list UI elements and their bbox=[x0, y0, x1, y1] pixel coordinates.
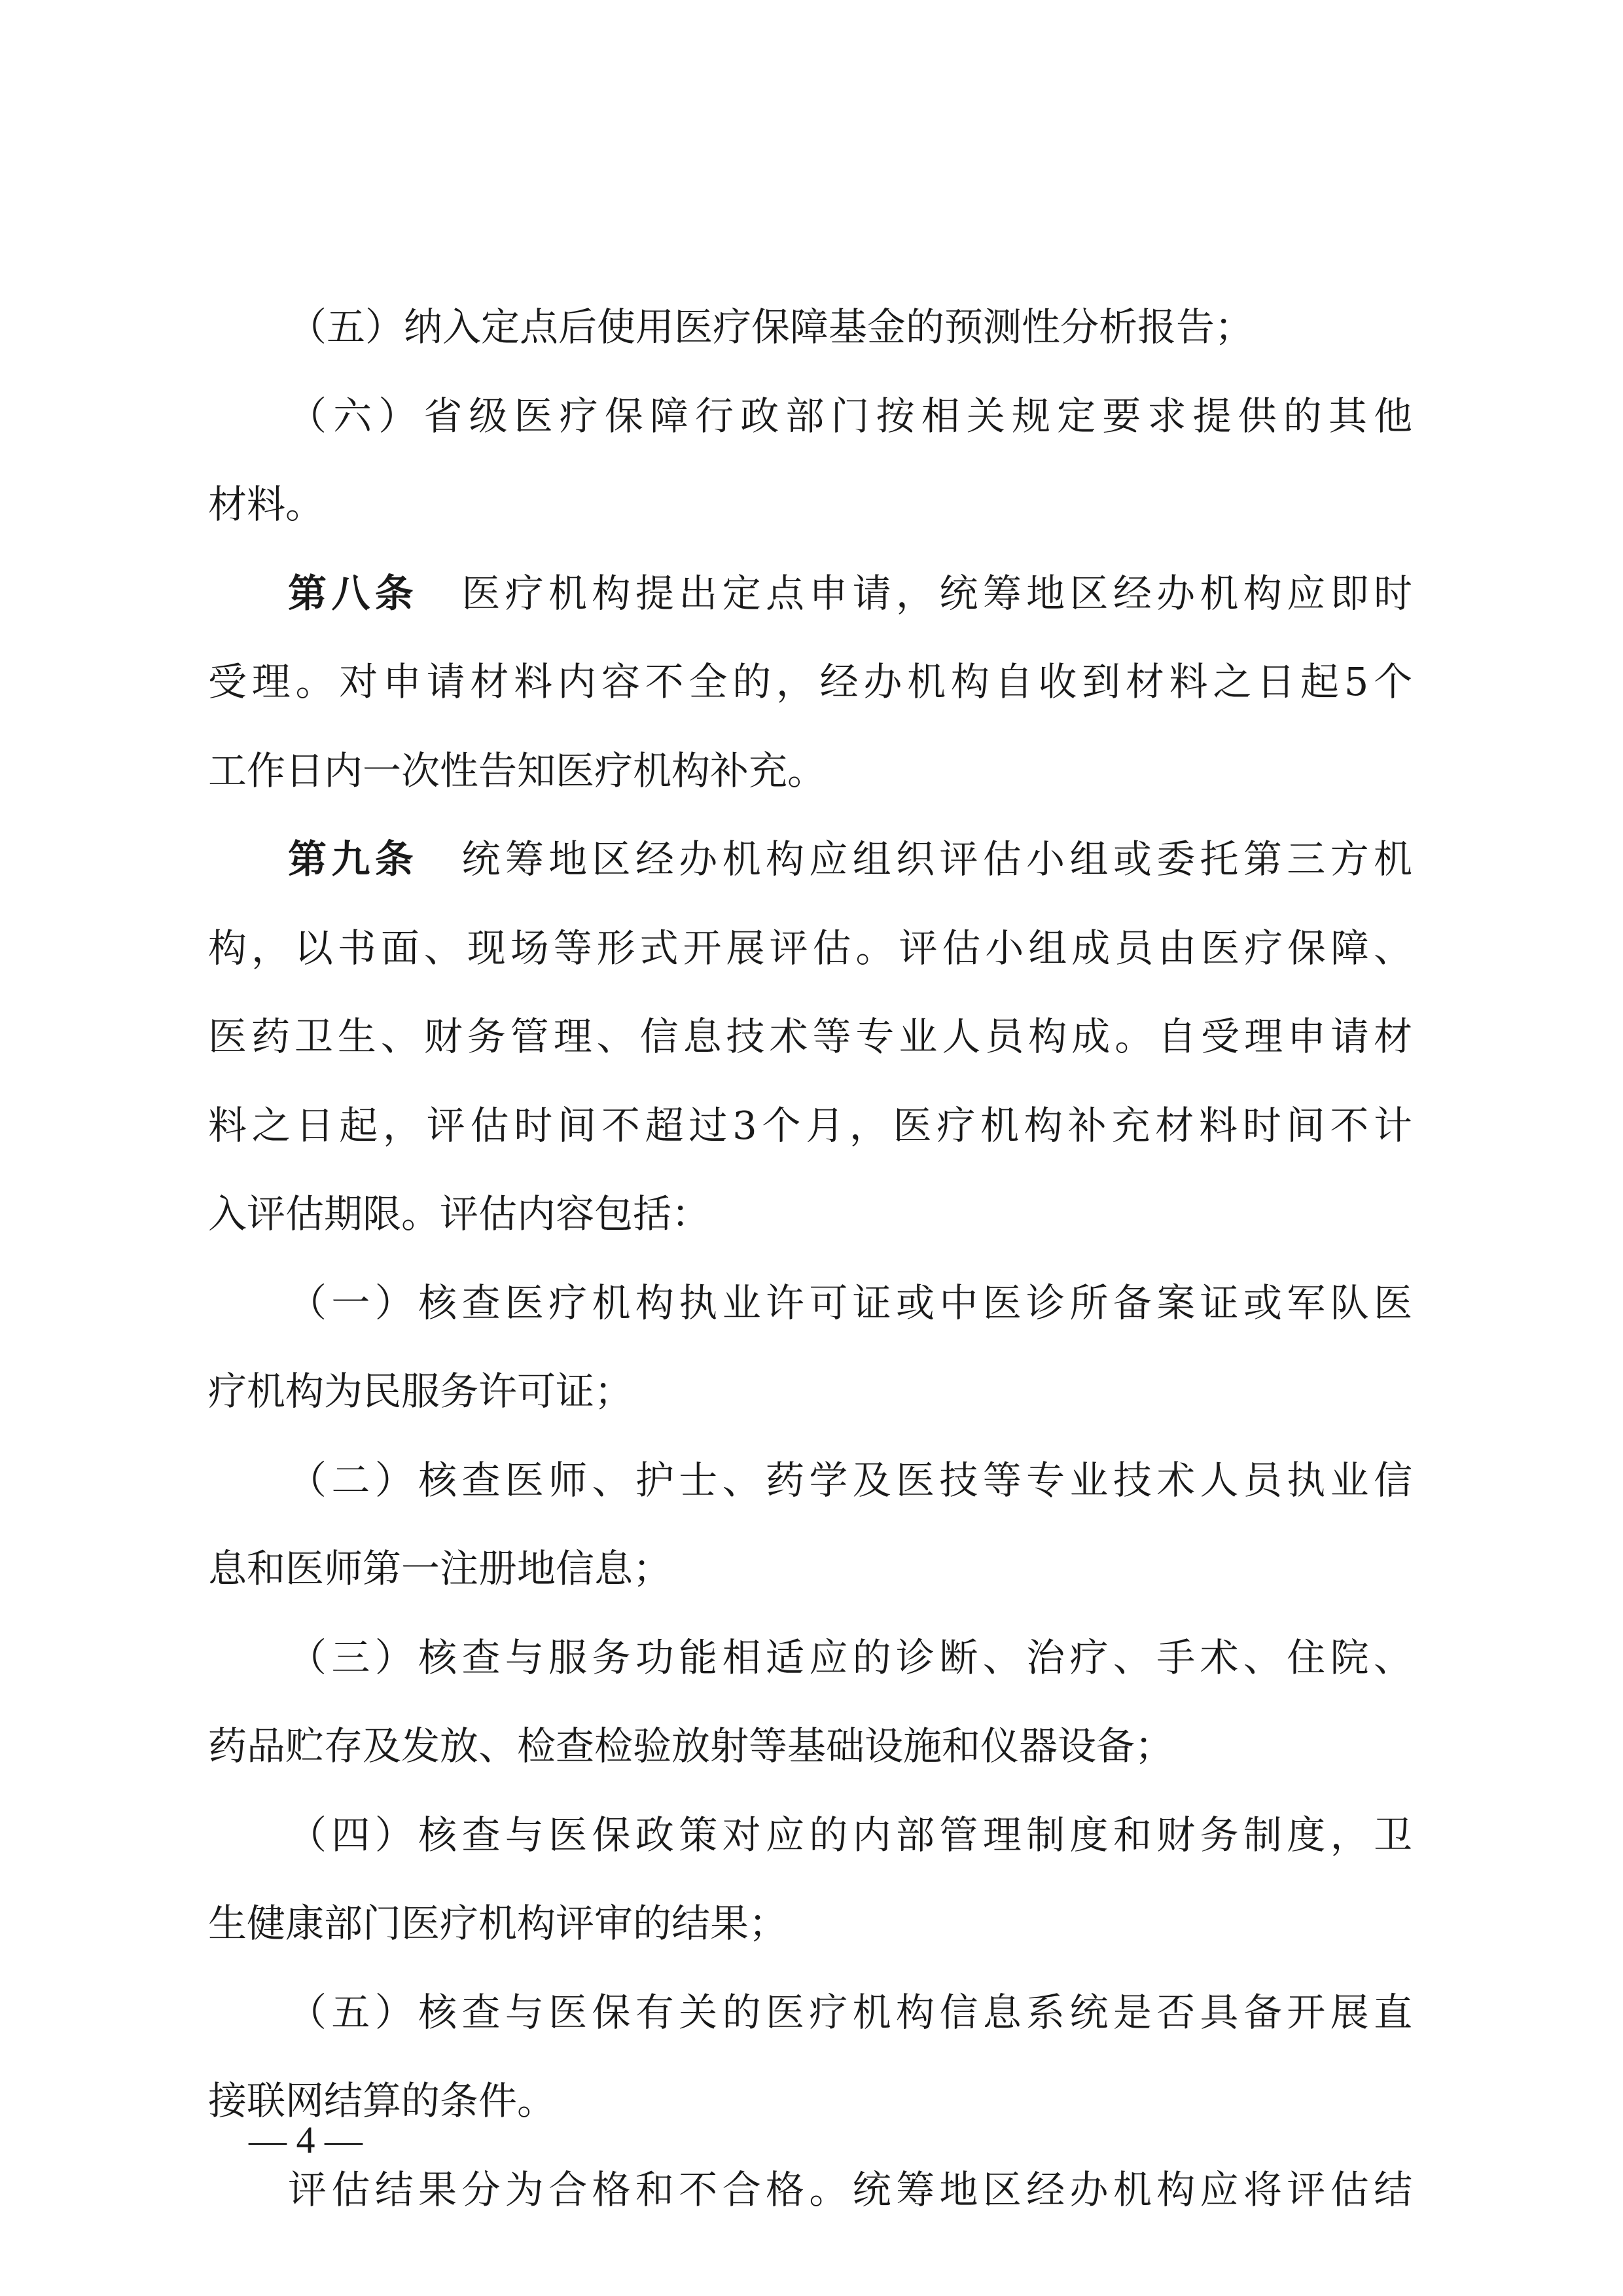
line-text: 评估结果分为合格和不合格。统筹地区经办机构应将评估结 bbox=[288, 2167, 1412, 2212]
text-line bbox=[208, 1888, 1412, 1960]
page-number: — 4 — bbox=[249, 2119, 363, 2161]
line-text: 药品贮存及发放、检查检验放射等基础设施和仪器设备； bbox=[208, 1723, 1174, 1768]
line-text: 医药卫生、财务管理、信息技术等专业人员构成。自受理申请材 bbox=[208, 1014, 1412, 1059]
text-line bbox=[208, 2065, 1412, 2137]
text-line bbox=[288, 291, 1412, 363]
line-text: 工作日内一次性告知医疗机构补充。 bbox=[208, 748, 827, 793]
line-text: （一）核查医疗机构执业许可证或中医诊所备案证或军队医 bbox=[288, 1280, 1412, 1325]
text-line bbox=[288, 1977, 1412, 2049]
article-heading: 第八条 bbox=[288, 571, 419, 616]
line-text: 息和医师第一注册地信息； bbox=[208, 1546, 672, 1591]
line-text: 统筹地区经办机构应组织评估小组或委托第三方机 bbox=[418, 836, 1412, 882]
text-line bbox=[208, 1533, 1412, 1605]
text-line bbox=[288, 1444, 1412, 1516]
line-text: （五）核查与医保有关的医疗机构信息系统是否具备开展直 bbox=[288, 1990, 1412, 2035]
line-text: 医疗机构提出定点申请，统筹地区经办机构应即时 bbox=[418, 571, 1412, 616]
text-line bbox=[208, 646, 1412, 718]
text-line bbox=[208, 912, 1412, 984]
text-line bbox=[208, 1001, 1412, 1073]
line-text: 受理。对申请材料内容不全的，经办机构自收到材料之日起5个 bbox=[208, 659, 1412, 704]
text-line bbox=[288, 1799, 1412, 1871]
text-line bbox=[208, 735, 1412, 807]
line-text: 材料。 bbox=[208, 482, 325, 527]
article-heading: 第九条 bbox=[288, 836, 419, 882]
text-line bbox=[208, 1178, 1412, 1250]
text-line bbox=[208, 1355, 1412, 1427]
line-text: 料之日起，评估时间不超过3个月，医疗机构补充材料时间不计 bbox=[208, 1103, 1412, 1148]
line-text: 接联网结算的条件。 bbox=[208, 2078, 556, 2123]
text-line bbox=[288, 1622, 1412, 1694]
line-text: 生健康部门医疗机构评审的结果； bbox=[208, 1901, 788, 1946]
text-line bbox=[288, 823, 1412, 895]
line-text: 构，以书面、现场等形式开展评估。评估小组成员由医疗保障、 bbox=[208, 925, 1412, 971]
text-line bbox=[288, 558, 1412, 630]
line-text: 入评估期限。评估内容包括： bbox=[208, 1191, 711, 1236]
line-text: 疗机构为民服务许可证； bbox=[208, 1369, 633, 1414]
line-text: （二）核查医师、护士、药学及医技等专业技术人员执业信 bbox=[288, 1458, 1412, 1503]
text-line bbox=[288, 1267, 1412, 1339]
line-text: （六）省级医疗保障行政部门按相关规定要求提供的其他 bbox=[288, 393, 1412, 439]
text-line bbox=[288, 380, 1412, 452]
text-line bbox=[208, 1090, 1412, 1162]
text-line bbox=[208, 1710, 1412, 1782]
line-text: （三）核查与服务功能相适应的诊断、治疗、手术、住院、 bbox=[288, 1635, 1412, 1680]
line-text: （五）纳入定点后使用医疗保障基金的预测性分析报告； bbox=[288, 304, 1254, 350]
text-line bbox=[288, 2154, 1412, 2226]
text-line bbox=[208, 469, 1412, 541]
line-text: （四）核查与医保政策对应的内部管理制度和财务制度，卫 bbox=[288, 1812, 1412, 1857]
